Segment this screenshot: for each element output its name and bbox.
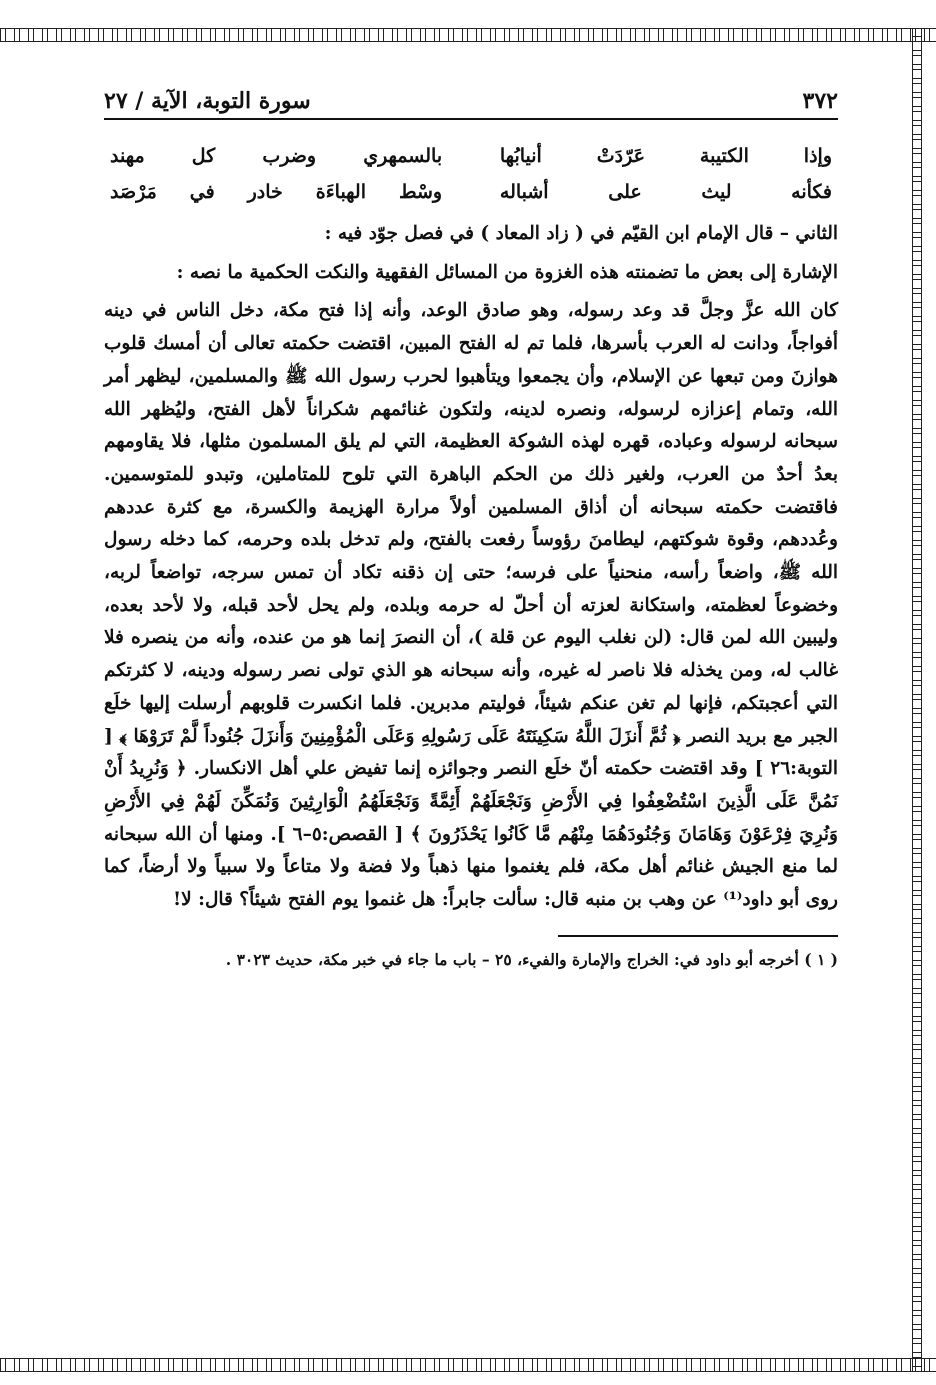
page-header	[104, 70, 838, 120]
paragraph-main: كان الله عزَّ وجلَّ قد وعد رسوله، وهو صادق الوعد، وأنه إذا فتح مكة، دخل الناس في دينه أفواجاً، ودانت له العرب بأسرها، فلما تم له الفتح المبين، اقتضت حكمته تعالى أن أمسك قلوب هوازنَ ومن تبعها عن الإسلام، وأن يجمعوا ويتأهبوا لحرب رسول الله ﷺ والمسلمين، ليظهر أمر الله، وتمام إعزازه لرسوله، ونصره لدينه، ولتكون غنائمهم شكراناً لأهل الفتح، وليُظهر الله سبحانه لرسوله وعباده، قهره لهذه الشوكة العظيمة، التي لم يلق المسلمون مثلها، فلا يقاومهم بعدُ أحدٌ من العرب، ولغير ذلك من الحكم الباهرة التي تلوح للمتاملين، وتبدو للمتوسمين. فاقتضت حكمته سبحانه أن أذاق المسلمين أولاً مرارة الهزيمة والكسرة، مع كثرة عددهم وعُددهم، وقوة شوكتهم، ليطامنَ رؤوساً رفعت بالفتح، ولم تدخل بلده وحرمه، كما دخله رسول الله ﷺ، واضعاً رأسه، منحنياً على فرسه؛ حتى إن ذقنه تكاد أن تمس سرجه، تواضعاً لربه، وخضوعاً لعظمته، واستكانة لعزته أن أحلّ له حرمه وبلده، ولم يحل لأحد قبله، ولا لأحد بعده، وليبين الله لمن قال: (لن نغلب اليوم عن قلة )، أن النصرَ إنما هو من عنده، وأنه من ينصره فلا غالب له، ومن يخذله فلا ناصر له غيره، وأنه سبحانه هو الذي تولى نصر رسوله ودينه، لا كثرتكم التي أعجبتكم، فإنها لم تغن عنكم شيئاً، فوليتم مدبرين. فلما انكسرت قلوبهم أرسلت إليها خلَع الجبر مع بريد النصر ﴿ ثُمَّ أَنزَلَ اللَّهُ سَكِينَتَهُ عَلَى رَسُولِهِ وَعَلَى الْمُؤْمِنِينَ وَأَنزَلَ جُنُوداً لَّمْ تَرَوْهَا ﴾ [ التوبة:٢٦ ] وقد اقتضت حكمته أنّ خلَع النصر وجوائزه إنما تفيض علي أهل الانكسار. ﴿ وَنُرِيدُ أَنْ نَمُنَّ عَلَى الَّذِينَ اسْتُضْعِفُوا فِي الأَرْضِ وَنَجْعَلَهُمْ أَئِمَّةً وَنَجْعَلَهُمُ الْوَارِثِينَ وَنُمَكِّنَ لَهُمْ فِي الأَرْضِ وَنُرِيَ فِرْعَوْنَ وَهَامَانَ وَجُنُودَهُمَا مِنْهُم مَّا كَانُوا يَحْذَرُونَ ﴾ [ القصص:٥–٦ ]. ومنها أن الله سبحانه لما منع الجيش غنائم أهل مكة، فلم يغنموا منها ذهباً ولا فضة ولا متاعاً ولا سبياً ولا أرضاً، كما روى أبو داود⁽¹⁾ عن وهب بن منبه قال: سألت جابراً: هل غنموا يوم الفتح شيئاً؟ قال: لا!	[104, 300, 838, 911]
footnote: ( ١ ) أخرجه أبو داود في: الخراج والإمارة والفيء، ٢٥ – باب ما جاء في خبر مكة، حديث ٣٠٢٣ .	[225, 949, 838, 969]
page-number: ٣٧٢	[802, 88, 838, 114]
poem-line	[104, 174, 838, 210]
decorative-border-bottom	[0, 1358, 936, 1372]
decorative-border-right	[912, 28, 922, 1372]
poem-line	[104, 138, 838, 174]
poem-hemistich-right: فكأنه ليث على أشباله	[499, 181, 832, 203]
page	[104, 70, 838, 973]
poem-block	[104, 138, 838, 210]
running-title: سورة التوبة، الآية / ٢٧	[104, 88, 311, 114]
paragraph-intro: الثاني – قال الإمام ابن القيّم في ( زاد المعاد ) في فصل جوّد فيه :	[324, 223, 838, 244]
poem-hemistich-right: وإذا الكتيبة عَرّدَتْ أنيابُها	[499, 145, 832, 167]
paragraph-reference: الإشارة إلى بعض ما تضمنته هذه الغزوة من المسائل الفقهية والنكت الحكمية ما نصه :	[176, 261, 838, 283]
poem-hemistich-left: بالسمهري وضرب كل مهند	[110, 145, 443, 167]
poem-hemistich-left: وسْط الهباءَة خادر في مَرْصَد	[110, 181, 443, 203]
footnote-separator	[558, 935, 838, 937]
decorative-border-top	[0, 28, 936, 42]
